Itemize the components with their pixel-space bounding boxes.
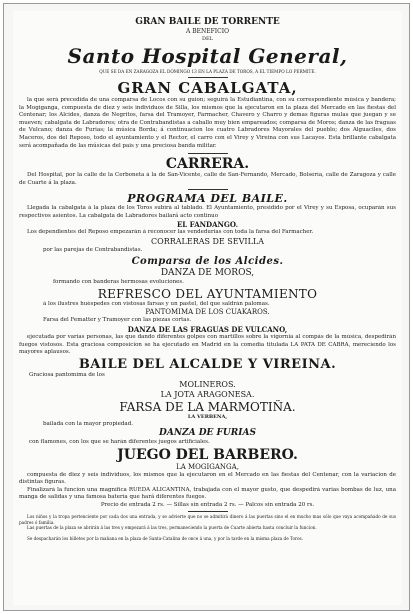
moros-text: formando con banderas hermosas evoluciones. <box>53 279 184 286</box>
alcalde-heading: BAILE DEL ALCALDE Y VIREINA. <box>78 356 337 372</box>
fematter-text: Farsa del Fematter y Tramoyer con las piezas cortas. <box>43 317 192 324</box>
pantomima-heading: PANTOMIMA DE LOS CUAKAROS. <box>145 308 270 317</box>
vulcano-heading: DANZA DE LAS FRAGUAS DE VULCANO, <box>127 324 288 334</box>
reposo-text: Los dependientes del Reposo empezarán á reconocer las vendedurias con toda la farsa del Farmacher. <box>27 229 314 235</box>
furias-text: con flamones, con los que se harán diferentes juegos artificiales. <box>29 439 210 446</box>
moros-heading: DANZA DE MOROS, <box>160 268 255 279</box>
contrabandistas-text: por las parejas de Contrabandistas. <box>43 246 143 253</box>
divider <box>188 189 228 190</box>
poster-page <box>13 11 402 605</box>
refresco-text: á los ilustres huéspedes con vistosas farsas y un pastel, del que saldrán palomas. <box>43 300 270 307</box>
verbena-text: bailada con la mayor propiedad. <box>43 420 133 427</box>
carrera-text: Del Hospital, por la calle de la Cerboneta á la de San-Vicente, calle de San-Fernando, Mercado, Bolsería, calle de Zaragoza y calle de Cuarte á la plaza. <box>19 172 396 186</box>
cabalgata-text: la que será precedida de una comparsa de Locos con su guion; seguirá la Estudiantina, con su correspondiente música y bandera; la Mogiganga, compuesta de diez y seis individuos de Silla, los mismos que la ejecutaron en la plaza del Mercado en las fiestas del Centenar; los Alcides, danza de Negritos, farsa del Tramoyer, Farmacher, Chavero y Charro y demas figuras mulas que juegan y se mueven; cabalgata de Labradores; otra de Contrabandistas a caballo muy bien empareados; comparsa de Moros; danza de las fraguas de Vulcano; danza de Furias; la música Borda; á continuacion los cuatro Labradores Mayorales del pueblo; dos Alguaciles, dos Maceros, dos del Reposo, todo el ayuntamiento y el Rector, el carro con el Virey y Vireina con sus Lacayos. Esta brillante cabalgata será acompañada de las músicas del pais y una preciosa banda militar. <box>19 97 396 149</box>
marmotina-heading: FARSA DE LA MARMOTIÑA. <box>119 399 296 414</box>
corraleras-heading: CORRALERAS DE SEVILLA <box>151 236 264 246</box>
scan-frame <box>3 3 410 611</box>
mogiganga-text: compuesta de diez y seis individuos, los mismos que la ejecutaron en el Mercado en las fiestas del Centenar, con la variacion de distintas figuras. <box>19 471 396 486</box>
precio-text: Precio de entrada 2 rs. — Sillas sin entrada 2 rs. — Palcos sin entrada 20 rs. <box>100 501 315 508</box>
hospital-heading: Santo Hospital General, <box>67 45 348 67</box>
furias-heading: DANZA DE FURIAS <box>159 428 256 439</box>
footer-line-2: Las puertas de la plaza se abrirán á las tres y empezará á las tres, permaneciendo la puerta de Cuarte abierta hasta concluir la funcion. <box>27 525 317 531</box>
poster-subtitle-beneficio: A BENEFICIO <box>185 28 230 35</box>
vulcano-text: ejecutada por varias personas, las que dando diferentes golpes con martillos sobre la vigornia al compás de la música, despedirán fuegos vistosos. Esta graciosa composicion se ha ejecutado en Madrid en la comedia titulada LA PATA DE CABRA, mereciendo los mayores aplausos. <box>19 333 396 356</box>
divider <box>188 511 228 512</box>
carrera-heading: CARRERA. <box>165 156 250 172</box>
jota-heading: LA JOTA ARAGONESA. <box>160 389 255 399</box>
divider <box>188 153 228 154</box>
fandango-heading: EL FANDANGO. <box>176 220 239 229</box>
cabalgata-heading: GRAN CABALGATA, <box>117 80 298 97</box>
poster-title: GRAN BAILE DE TORRENTE <box>135 17 280 27</box>
alcides-heading: Comparsa de los Alcides. <box>131 256 284 268</box>
divider <box>188 77 228 78</box>
footer-line-1: Los niños y la tropa pertenciente por cada dos una entrada, y se advierte que no se admitirá dinero á las puertas sino el en mucho mas sólo que vaya acompañado de sus padres ó familia. <box>19 514 396 525</box>
alcalde-text: Graciosa pantomima de los <box>29 371 105 378</box>
mogiganga-heading: LA MOGIGANGA, <box>176 462 239 471</box>
refresco-heading: REFRESCO DEL AYUNTAMIENTO <box>97 286 318 301</box>
molineros-heading: MOLINEROS. <box>179 379 236 389</box>
footer-line-3: Se despacharán los billetes por la mañana en la plaza de Santa-Catalina de once á una, y por la tarde en la misma plaza de Toros. <box>27 536 303 542</box>
programa-heading: PROGRAMA DEL BAILE. <box>127 192 288 205</box>
verbena-heading: LA VERBENA, <box>187 413 228 420</box>
barbero-heading: JUEGO DEL BARBERO. <box>117 446 298 463</box>
date-line: QUE SE DA EN ZARAGOZA EL DOMINGO 13 EN LA PLAZA DE TOROS, A EL TIEMPO LO PERMITE. <box>99 69 316 74</box>
rueda-text: Finalizará la funcion una magnífica RUEDA ALICANTINA, trabajada con el mayor gusto, que despedirá varias bombas de luz, una manga de salidas y una famosa bateria que hará diferentes fuegos. <box>19 486 396 501</box>
programa-text: Llegada la cabalgata á la plaza de los Toros subirá al tablado. El Ayuntamiento, presidido por el Virey y su Esposa, ocuparán sus respectivos asientos. La cabalgata de Labradores bailará acto continuo <box>19 205 396 219</box>
poster-subtitle-del: DEL <box>202 36 213 42</box>
